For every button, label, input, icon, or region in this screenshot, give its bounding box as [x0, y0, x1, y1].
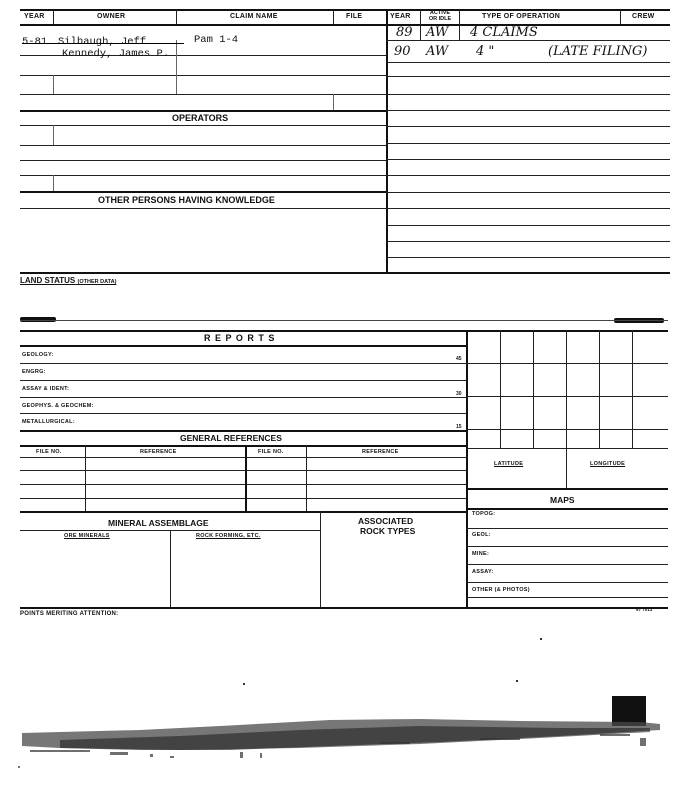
ref-reference: REFERENCE — [140, 449, 177, 455]
operation-note: (LATE FILING) — [548, 44, 648, 59]
points-meriting-heading: POINTS MERITING ATTENTION: — [20, 611, 119, 617]
rock-forming-label: ROCK FORMING, ETC. — [196, 533, 261, 539]
maps-assay: ASSAY: — [472, 569, 494, 575]
operation-status: AW — [426, 25, 449, 40]
report-assay: ASSAY & IDENT: — [22, 386, 70, 392]
land-status-label: LAND STATUS — [20, 276, 76, 285]
operation-status: AW — [426, 44, 449, 59]
claim-name: Pam 1-4 — [194, 34, 239, 46]
report-metallurgical: METALLURGICAL: — [22, 419, 75, 425]
associated-rock-types-2: ROCK TYPES — [360, 526, 416, 536]
operation-type: 4 " — [476, 44, 495, 59]
ref-reference: REFERENCE — [362, 449, 399, 455]
general-references-heading: GENERAL REFERENCES — [180, 433, 282, 443]
ref-file-no: FILE NO. — [36, 449, 62, 455]
col-file: FILE — [346, 13, 363, 20]
divider — [20, 320, 668, 321]
other-persons-heading: OTHER PERSONS HAVING KNOWLEDGE — [98, 195, 275, 205]
maps-topog: TOPOG: — [472, 511, 496, 517]
report-geophys: GEOPHYS. & GEOCHEM: — [22, 403, 94, 409]
operation-year: 90 — [394, 44, 411, 59]
longitude-label: LONGITUDE — [590, 461, 626, 467]
col-idle-label: OR IDLE — [428, 16, 452, 22]
scan-noise-band — [0, 690, 678, 780]
land-status-heading — [20, 276, 116, 285]
owner-year: 5-81 — [22, 36, 48, 48]
report-num: 30 — [456, 391, 462, 397]
maps-other: OTHER (& PHOTOS) — [472, 587, 530, 593]
strike-line — [22, 43, 184, 44]
report-geology: GEOLOGY: — [22, 352, 54, 358]
maps-geol: GEOL: — [472, 532, 491, 538]
col-year: YEAR — [24, 13, 45, 20]
scan-speck — [516, 680, 518, 682]
report-engrg: ENGRG: — [22, 369, 46, 375]
col-year-2: YEAR — [390, 13, 411, 20]
reports-heading: R E P O R T S — [204, 333, 276, 343]
owner-name: Silbaugh, Jeff — [58, 36, 147, 48]
scan-speck — [243, 683, 245, 685]
land-status-sub: (OTHER DATA) — [77, 279, 117, 285]
maps-mine: MINE: — [472, 551, 490, 557]
report-num: 15 — [456, 424, 462, 430]
associated-rock-types-1: ASSOCIATED — [358, 516, 414, 526]
mineral-assemblage-heading: MINERAL ASSEMBLAGE — [108, 518, 209, 528]
report-num: 45 — [456, 356, 462, 362]
operation-type: 4 CLAIMS — [470, 25, 538, 40]
col-active-label: ACTIVE — [429, 10, 451, 16]
col-active-idle — [422, 10, 458, 22]
form-number: 97 7013 — [636, 607, 653, 612]
ref-file-no: FILE NO. — [258, 449, 284, 455]
operators-heading: OPERATORS — [172, 113, 229, 123]
col-owner: OWNER — [97, 13, 126, 20]
col-crew: CREW — [632, 13, 655, 20]
operation-year: 89 — [396, 25, 413, 40]
ore-minerals-label: ORE MINERALS — [64, 533, 110, 539]
owner-name: Kennedy, James P. — [62, 48, 170, 60]
col-type-of-operation: TYPE OF OPERATION — [482, 13, 561, 20]
col-claim-name: CLAIM NAME — [230, 13, 278, 20]
scan-speck — [540, 638, 542, 640]
maps-heading: MAPS — [550, 495, 575, 505]
latitude-label: LATITUDE — [494, 461, 524, 467]
